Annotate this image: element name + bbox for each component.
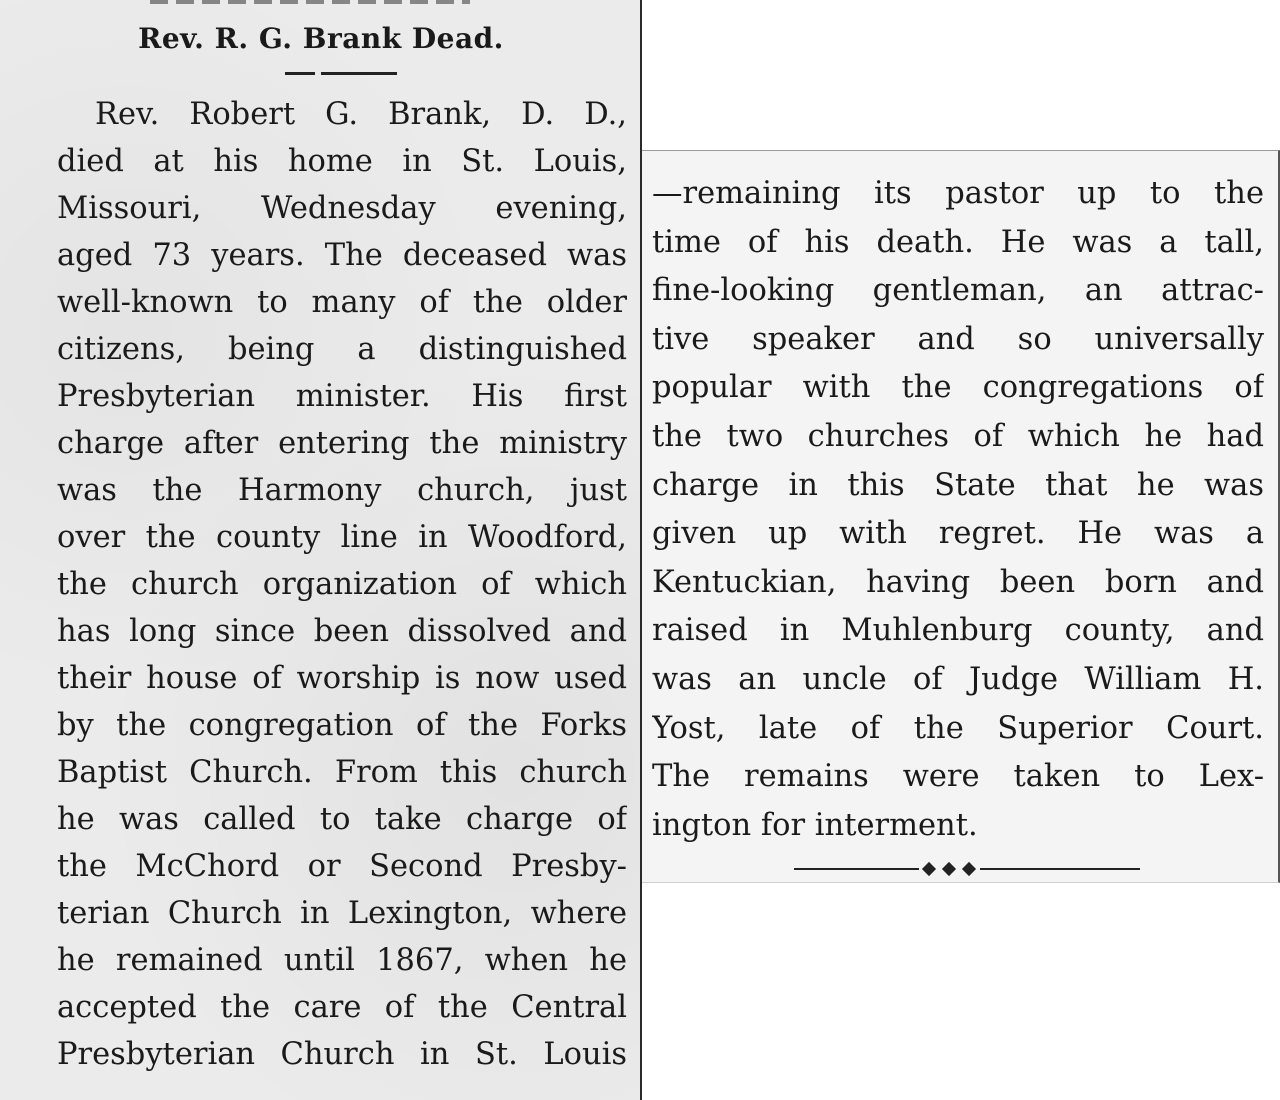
end-ornament-rule bbox=[794, 863, 1140, 875]
headline-rule bbox=[285, 72, 397, 75]
clipping-right-column bbox=[642, 150, 1280, 883]
text-line: popular with the congregations of bbox=[652, 370, 1264, 406]
text-line: the church organization of which bbox=[57, 567, 627, 602]
text-line: Rev. Robert G. Brank, D. D., bbox=[95, 97, 627, 132]
text-line: their house of worship is now used bbox=[57, 661, 627, 696]
text-line: by the congregation of the Forks bbox=[57, 708, 627, 743]
text-line: charge after entering the ministry bbox=[57, 426, 627, 461]
text-line: tive speaker and so universally bbox=[652, 321, 1264, 357]
text-line: was an uncle of Judge William H. bbox=[652, 662, 1264, 697]
text-line: fine-looking gentleman, an attrac- bbox=[652, 273, 1264, 309]
text-line: charge in this State that he was bbox=[652, 467, 1264, 503]
text-line: aged 73 years. The deceased was bbox=[57, 238, 627, 273]
text-line: Presbyterian minister. His first bbox=[57, 379, 627, 414]
text-line: Missouri, Wednesday evening, bbox=[57, 191, 627, 226]
text-line: well-known to many of the older bbox=[57, 285, 627, 320]
cut-off-masthead-remnant bbox=[150, 0, 470, 4]
article-headline: Rev. R. G. Brank Dead. bbox=[138, 22, 504, 55]
text-line: accepted the care of the Central bbox=[57, 990, 627, 1025]
text-line: Presbyterian Church in St. Louis bbox=[57, 1037, 627, 1072]
text-line: over the county line in Woodford, bbox=[57, 520, 627, 555]
text-line: he was called to take charge of bbox=[57, 802, 627, 837]
text-line: Baptist Church. From this church bbox=[57, 755, 627, 790]
text-line: ington for interment. bbox=[652, 807, 978, 843]
text-line: the McChord or Second Presby- bbox=[57, 849, 627, 884]
text-line: The remains were taken to Lex- bbox=[652, 759, 1264, 795]
text-line: has long since been dissolved and bbox=[57, 614, 627, 649]
text-line: —remaining its pastor up to the bbox=[652, 176, 1264, 211]
text-line: time of his death. He was a tall, bbox=[652, 224, 1264, 260]
text-line: terian Church in Lexington, where bbox=[57, 896, 627, 931]
text-line: Kentuckian, having been born and bbox=[652, 564, 1264, 600]
text-line: given up with regret. He was a bbox=[652, 516, 1264, 552]
text-line: the two churches of which he had bbox=[652, 419, 1264, 454]
text-line: died at his home in St. Louis, bbox=[57, 144, 627, 179]
text-line: raised in Muhlenburg county, and bbox=[652, 613, 1264, 649]
text-line: was the Harmony church, just bbox=[57, 473, 627, 508]
text-line: Yost, late of the Superior Court. bbox=[652, 710, 1264, 746]
text-line: he remained until 1867, when he bbox=[57, 943, 627, 978]
text-line: citizens, being a distinguished bbox=[57, 332, 627, 367]
